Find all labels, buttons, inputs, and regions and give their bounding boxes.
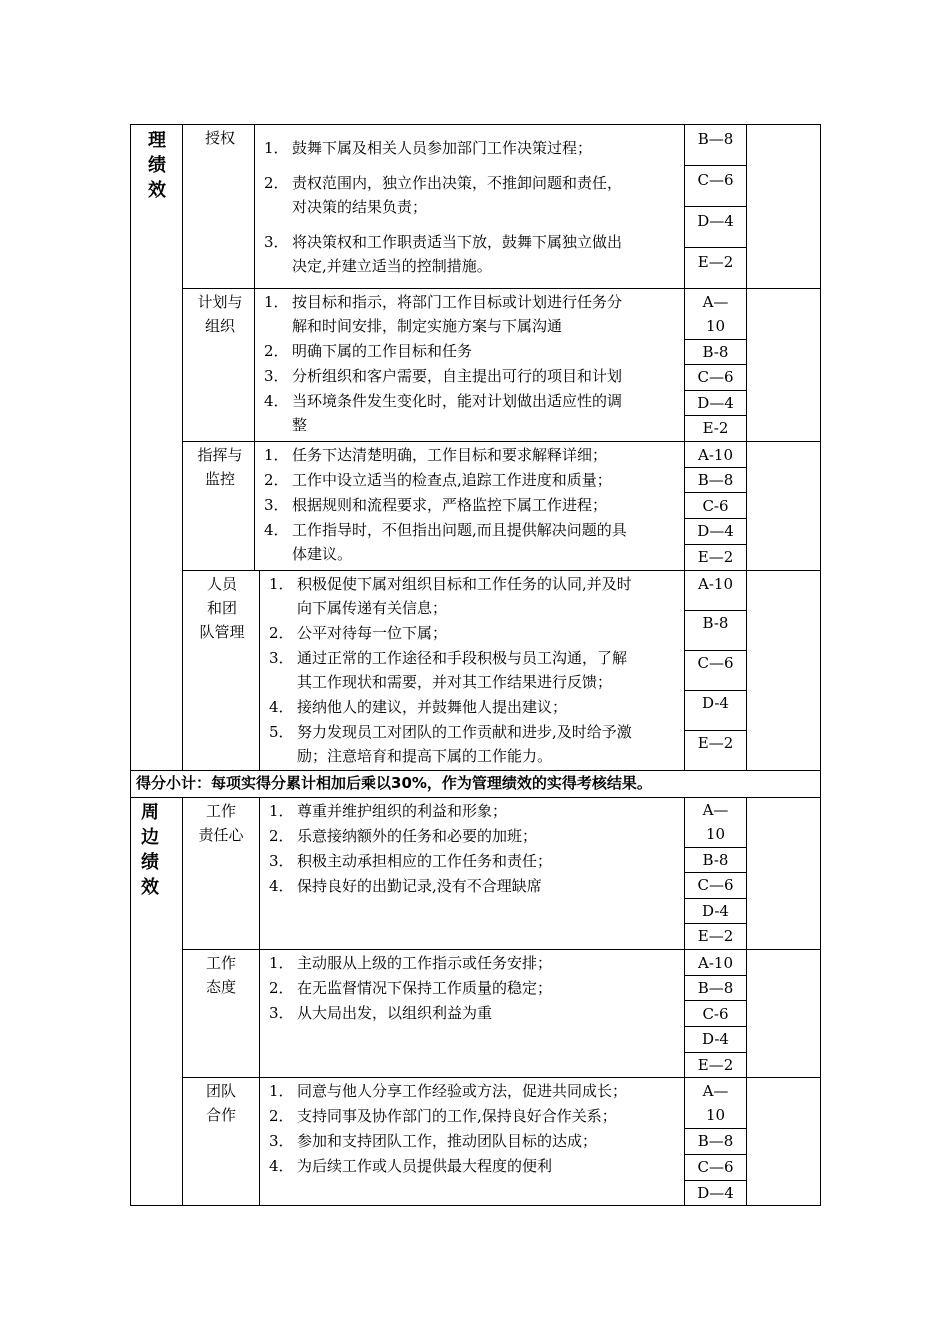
item-text: 励；注意培育和提高下属的工作能力。	[297, 747, 553, 765]
grade-option: B—8	[697, 130, 734, 148]
item-number: 2．	[264, 471, 289, 489]
item-number: 3．	[269, 852, 294, 870]
item-text: 参加和支持团队工作，推动团队目标的达成；	[297, 1132, 598, 1150]
grade-option: E—2	[697, 927, 734, 945]
item-text: 接纳他人的建议，并鼓舞他人提出建议；	[297, 698, 568, 716]
item-number: 3．	[269, 649, 294, 667]
row-separator	[130, 770, 821, 771]
item-number: 2．	[264, 342, 289, 360]
grade-option: B-8	[702, 851, 729, 869]
item-text: 支持同事及协作部门的工作,保持良好合作关系；	[297, 1107, 617, 1125]
item-text: 当环境条件发生变化时，能对计划做出适应性的调	[292, 392, 623, 410]
item-number: 4．	[264, 521, 289, 539]
grade-option: B-8	[702, 614, 729, 632]
item-text: 其工作现状和需要，并对其工作结果进行反馈；	[297, 673, 613, 691]
item-number: 4．	[264, 392, 289, 410]
grade-option: A—	[702, 293, 729, 311]
category-label: 团队 合作	[205, 1082, 236, 1124]
table-border-left	[130, 124, 131, 1206]
grade-option: C—6	[697, 876, 734, 894]
grade-option: D—4	[697, 394, 734, 412]
grade-option: D-4	[702, 902, 729, 920]
col-divider-category	[259, 797, 260, 1206]
col-divider-score	[746, 797, 747, 1206]
item-number: 1．	[269, 1082, 294, 1100]
item-number: 2．	[269, 979, 294, 997]
item-number: 1．	[264, 139, 289, 157]
item-number: 2．	[269, 827, 294, 845]
item-number: 1．	[269, 575, 294, 593]
grade-option: B—8	[697, 471, 734, 489]
grade-option: C—6	[697, 368, 734, 386]
category-label: 工作 责任心	[198, 802, 244, 844]
grade-option: A—	[702, 1082, 729, 1100]
item-number: 4．	[269, 698, 294, 716]
item-text: 明确下属的工作目标和任务	[292, 342, 473, 360]
grade-option: D-4	[702, 1030, 729, 1048]
grade-option: A-10	[698, 954, 733, 972]
table-border-top	[130, 124, 821, 125]
grade-option: C—6	[697, 1158, 734, 1176]
item-text: 解和时间安排，制定实施方案与下属沟通	[292, 317, 563, 335]
category-label: 指挥与 监控	[197, 446, 243, 488]
category-label: 授权	[204, 129, 235, 147]
item-number: 1．	[264, 293, 289, 311]
col-divider-category	[254, 124, 255, 570]
item-text: 从大局出发，以组织利益为重	[297, 1004, 493, 1022]
item-number: 4．	[269, 1157, 294, 1175]
grade-option: B—8	[697, 979, 734, 997]
grade-option: E—2	[697, 1056, 734, 1074]
col-divider-section	[182, 797, 183, 1206]
grade-option: A-10	[698, 446, 733, 464]
item-text: 为后续工作或人员提供最大程度的便利	[297, 1157, 553, 1175]
grade-separator	[684, 206, 747, 207]
grade-option: B-8	[702, 343, 729, 361]
row-separator	[182, 288, 821, 289]
item-number: 3．	[269, 1004, 294, 1022]
item-text: 在无监督情况下保持工作质量的稳定；	[297, 979, 553, 997]
grade-option: A-10	[698, 575, 733, 593]
item-text: 公平对待每一位下属；	[297, 624, 448, 642]
row-separator	[182, 441, 821, 442]
item-text: 积极主动承担相应的工作任务和责任；	[297, 852, 553, 870]
row-separator	[182, 1077, 821, 1078]
section-label-peripheral: 周 边 绩 效	[141, 802, 159, 898]
item-number: 4．	[269, 877, 294, 895]
item-text: 积极促使下属对组织目标和工作任务的认同,并及时	[297, 575, 632, 593]
table-border-bottom	[130, 1205, 821, 1206]
item-text: 对决策的结果负责；	[292, 198, 428, 216]
item-text: 分析组织和客户需要，自主提出可行的项目和计划	[292, 367, 623, 385]
grade-option: D—4	[697, 1184, 734, 1202]
grade-separator	[684, 247, 747, 248]
item-number: 5．	[269, 723, 294, 741]
grade-option: E—2	[697, 734, 734, 752]
grade-option: D—4	[697, 522, 734, 540]
item-number: 1．	[269, 802, 294, 820]
item-text: 向下属传递有关信息；	[297, 599, 448, 617]
item-text: 鼓舞下属及相关人员参加部门工作决策过程；	[292, 139, 593, 157]
item-number: 3．	[264, 496, 289, 514]
grade-option: C—6	[697, 654, 734, 672]
item-number: 2．	[269, 624, 294, 642]
grade-option: C-6	[702, 1005, 729, 1023]
item-text: 通过正常的工作途径和手段积极与员工沟通，了解	[297, 649, 628, 667]
col-divider-score	[746, 124, 747, 770]
item-text: 将决策权和工作职责适当下放，鼓舞下属独立做出	[292, 233, 623, 251]
item-text: 决定,并建立适当的控制措施。	[292, 257, 492, 275]
grade-separator	[684, 165, 747, 166]
item-number: 3．	[264, 367, 289, 385]
grade-option: C-6	[702, 497, 729, 515]
grade-option: A—	[702, 801, 729, 819]
item-text: 整	[292, 416, 308, 434]
item-number: 3．	[264, 233, 289, 251]
grade-separator	[684, 1000, 747, 1001]
section-label-management: 理 绩 效	[148, 130, 166, 201]
item-number: 2．	[264, 174, 289, 192]
table-border-right	[820, 124, 821, 1206]
item-text: 尊重并维护组织的利益和形象；	[297, 802, 508, 820]
category-label: 工作 态度	[205, 954, 236, 996]
grade-option: E—2	[697, 253, 734, 271]
grade-option: D—4	[697, 212, 734, 230]
grade-separator	[684, 492, 747, 493]
item-number: 1．	[269, 954, 294, 972]
item-text: 按目标和指示，将部门工作目标或计划进行任务分	[292, 293, 623, 311]
item-text: 任务下达清楚明确，工作目标和要求解释详细；	[292, 446, 608, 464]
category-label: 计划与 组织	[197, 293, 243, 335]
row-separator	[182, 949, 821, 950]
item-text: 同意与他人分享工作经验或方法，促进共同成长；	[297, 1082, 628, 1100]
item-number: 1．	[264, 446, 289, 464]
item-text: 努力发现员工对团队的工作贡献和进步,及时给予激	[297, 723, 632, 741]
grade-option: 10	[705, 1106, 726, 1124]
row-separator	[182, 570, 821, 571]
grade-option: E-2	[702, 419, 729, 437]
category-label: 人员 和团 队管理	[199, 575, 245, 641]
item-text: 责权范围内，独立作出决策，不推卸问题和责任，	[292, 174, 623, 192]
item-text: 保持良好的出勤记录,没有不合理缺席	[297, 877, 542, 895]
item-text: 体建议。	[292, 545, 353, 563]
grade-option: B—8	[697, 1132, 734, 1150]
grade-option: 10	[705, 825, 726, 843]
subtotal-note: 得分小计：每项实得分累计相加后乘以30%，作为管理绩效的实得考核结果。	[136, 774, 652, 792]
grade-option: C—6	[697, 171, 734, 189]
item-number: 2．	[269, 1107, 294, 1125]
grade-option: 10	[705, 317, 726, 335]
item-text: 工作中设立适当的检查点,追踪工作进度和质量；	[292, 471, 612, 489]
item-number: 3．	[269, 1132, 294, 1150]
item-text: 根据规则和流程要求，严格监控下属工作进程；	[292, 496, 608, 514]
item-text: 乐意接纳额外的任务和必要的加班；	[297, 827, 538, 845]
grade-option: E—2	[697, 548, 734, 566]
grade-option: D-4	[702, 694, 729, 712]
item-text: 工作指导时，不但指出问题,而且提供解决问题的具	[292, 521, 627, 539]
item-text: 主动服从上级的工作指示或任务安排；	[297, 954, 553, 972]
